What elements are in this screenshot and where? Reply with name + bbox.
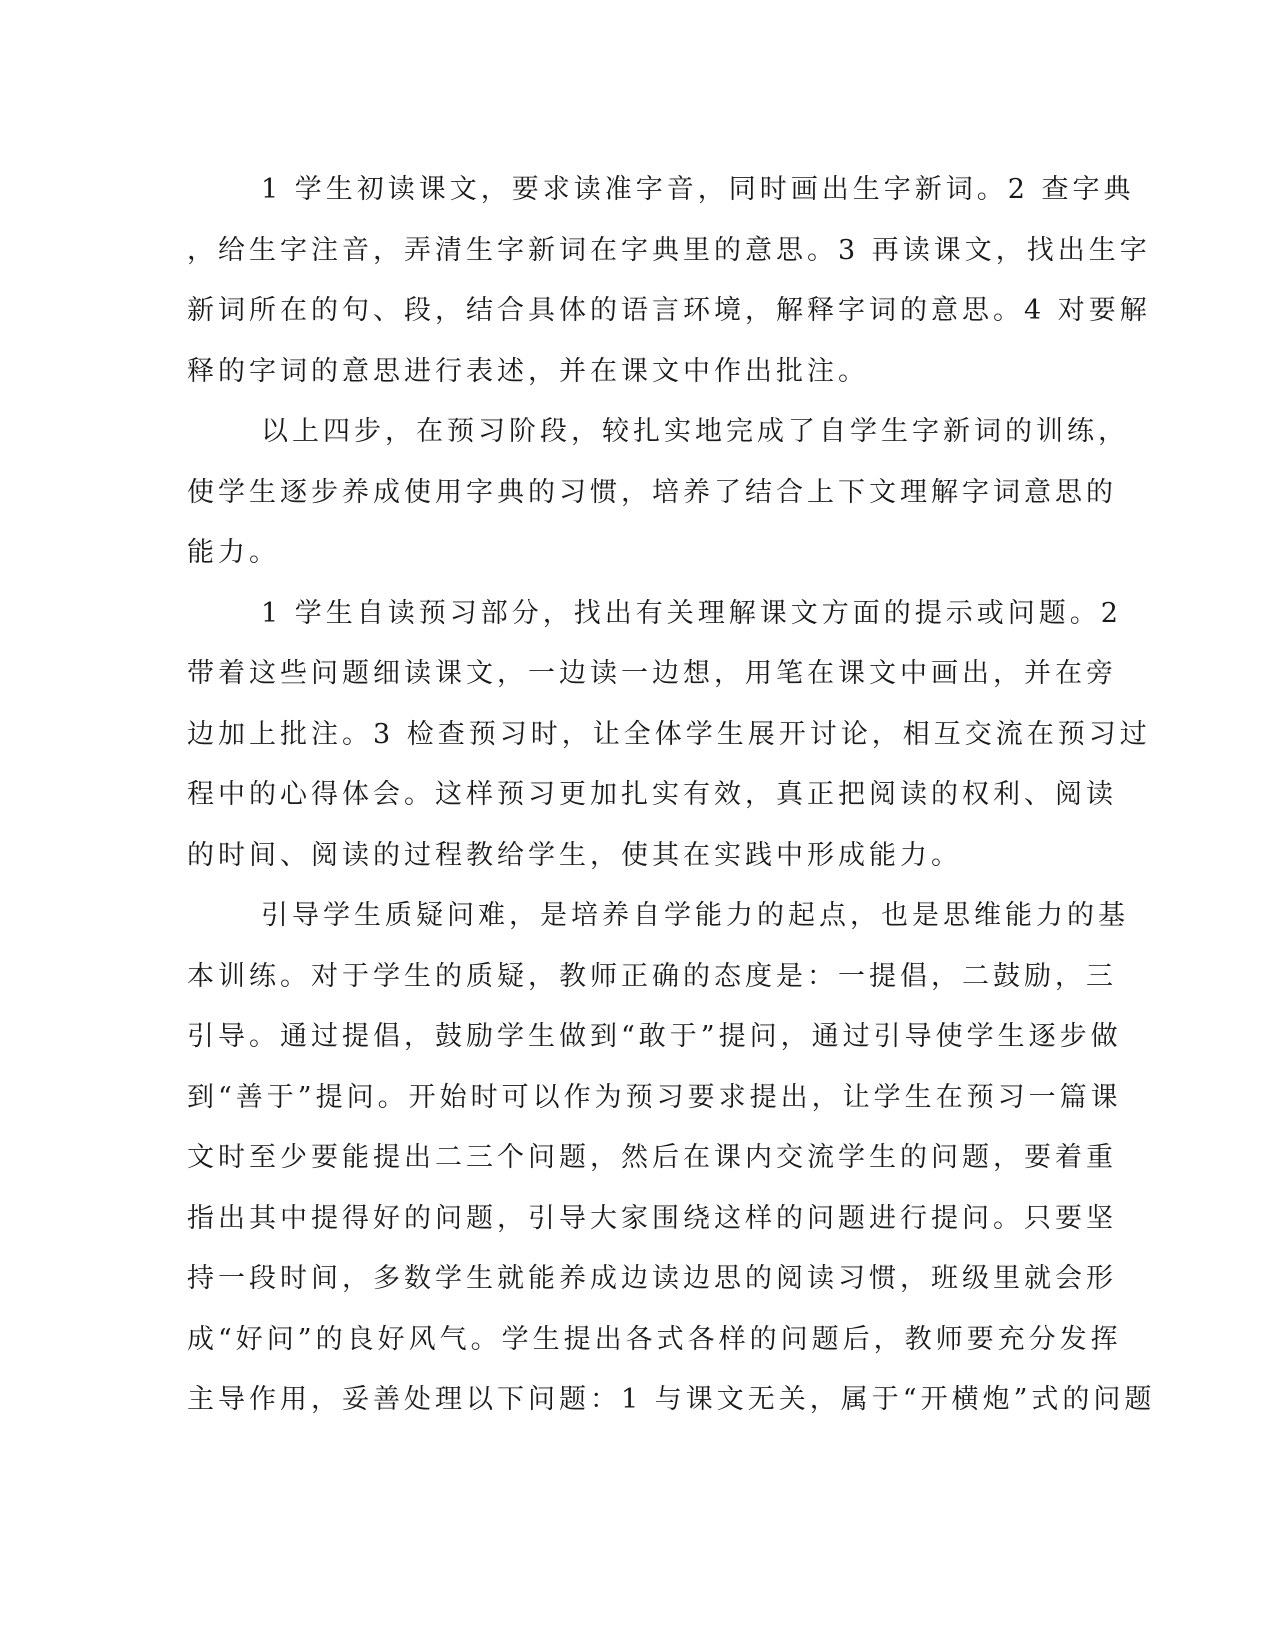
paragraph-4 (187, 886, 1156, 1431)
paragraph-line: ，给生字注音，弄清生字新词在字典里的意思。3 再读课文，找出生字 (187, 234, 1151, 266)
paragraph-line: 到“善于”提问。开始时可以作为预习要求提出，让学生在预习一篇课 (187, 1081, 1122, 1113)
paragraph-line: 成“好问”的良好风气。学生提出各式各样的问题后，教师要充分发挥 (187, 1323, 1122, 1355)
paragraph-line: 使学生逐步养成使用字典的习惯，培养了结合上下文理解字词意思的 (187, 476, 1117, 508)
paragraph-1 (187, 160, 1151, 402)
paragraph-line: 主导作用，妥善处理以下问题：1 与课文无关，属于“开横炮”式的问题 (187, 1384, 1156, 1415)
paragraph-2 (187, 402, 1129, 584)
paragraph-line: 1 学生自读预习部分，找出有关理解课文方面的提示或问题。2 (261, 597, 1122, 629)
paragraph-line: 释的字词的意思进行表述，并在课文中作出批注。 (187, 355, 869, 387)
paragraph-line: 新词所在的句、段，结合具体的语言环境，解释字词的意思。4 对要解 (187, 295, 1151, 326)
paragraph-line: 带着这些问题细读课文，一边读一边想，用笔在课文中画出，并在旁 (187, 658, 1117, 689)
paragraph-line: 指出其中提得好的问题，引导大家围绕这样的问题进行提问。只要坚 (187, 1202, 1117, 1234)
paragraph-3 (187, 584, 1151, 887)
paragraph-line: 边加上批注。3 检查预习时，让全体学生展开讨论，相互交流在预习过 (187, 718, 1151, 750)
paragraph-line: 程中的心得体会。这样预习更加扎实有效，真正把阅读的权利、阅读 (187, 779, 1117, 810)
paragraph-line: 引导。通过提倡，鼓励学生做到“敢于”提问，通过引导使学生逐步做 (187, 1021, 1122, 1052)
paragraph-line: 1 学生初读课文，要求读准字音，同时画出生字新词。2 查字典 (261, 174, 1135, 205)
paragraph-line: 的时间、阅读的过程教给学生，使其在实践中形成能力。 (187, 839, 962, 871)
paragraph-line: 持一段时间，多数学生就能养成边读边思的阅读习惯，班级里就会形 (187, 1263, 1117, 1294)
paragraph-line: 本训练。对于学生的质疑，教师正确的态度是：一提倡，二鼓励，三 (187, 960, 1117, 992)
body-text (187, 160, 1156, 1431)
paragraph-line: 引导学生质疑问难，是培养自学能力的起点，也是思维能力的基 (261, 900, 1129, 931)
paragraph-line: 能力。 (187, 537, 280, 568)
paragraph-line: 以上四步，在预习阶段，较扎实地完成了自学生字新词的训练， (261, 416, 1129, 447)
paragraph-line: 文时至少要能提出二三个问题，然后在课内交流学生的问题，要着重 (187, 1142, 1117, 1173)
